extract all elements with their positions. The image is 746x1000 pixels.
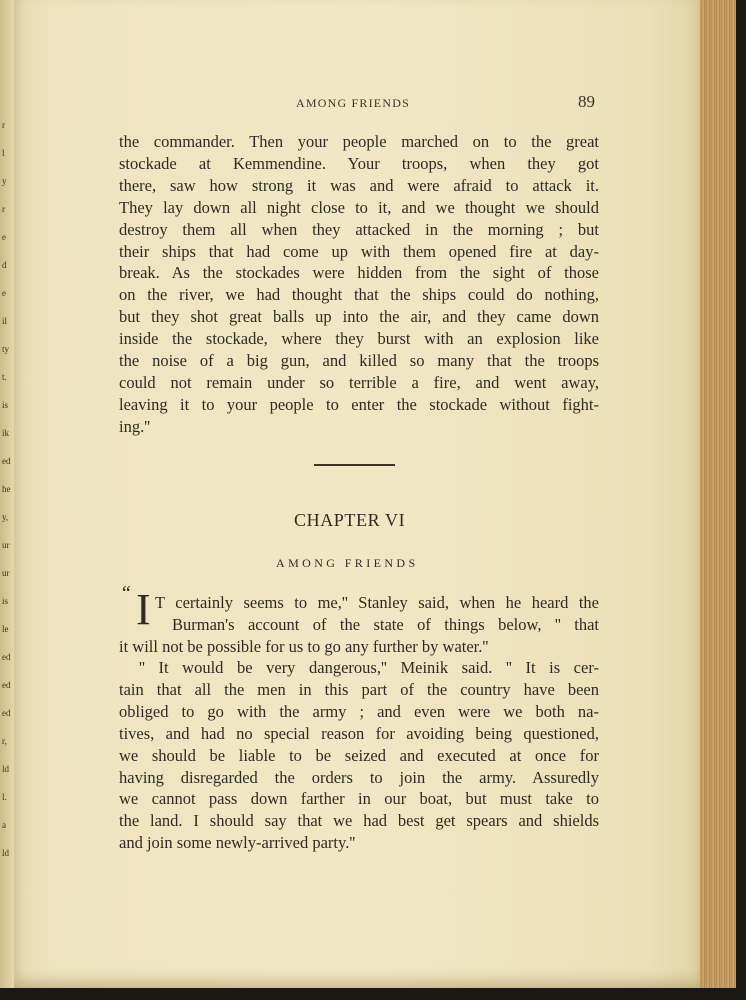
margin-fragment: ur bbox=[2, 540, 10, 550]
margin-fragment: l. bbox=[2, 792, 7, 802]
chapter-subtitle: AMONG FRIENDS bbox=[276, 556, 419, 570]
text-line: we cannot pass down farther in our boat, but must take to bbox=[119, 789, 599, 809]
page-stack-edge bbox=[700, 0, 740, 990]
margin-fragment: d bbox=[2, 260, 7, 270]
text-line: the noise of a big gun, and killed so many that the troops bbox=[119, 351, 599, 371]
bottom-shadow bbox=[0, 988, 746, 1000]
text-line: Burman's account of the state of things below, '' that bbox=[172, 614, 599, 634]
text-line: obliged to go with the army ; and even were we both na- bbox=[119, 701, 599, 721]
running-head: AMONG FRIENDS bbox=[296, 96, 410, 110]
text-line: T certainly seems to me,'' Stanley said, when he heard the bbox=[155, 593, 599, 612]
margin-fragment: a bbox=[2, 820, 6, 830]
margin-fragment: e bbox=[2, 288, 6, 298]
margin-fragment: is bbox=[2, 400, 9, 410]
margin-fragment: ty bbox=[2, 344, 10, 354]
margin-fragment: r, bbox=[2, 736, 7, 746]
text-line: could not remain under so terrible a fire, and went away, bbox=[119, 372, 599, 392]
text-line: '' It would be very dangerous,'' Meinik said. '' It is cer- bbox=[139, 658, 599, 677]
chapter-title: CHAPTER VI bbox=[294, 510, 406, 530]
margin-fragment: ed bbox=[2, 708, 11, 718]
margin-fragment: r bbox=[2, 204, 5, 214]
page-number: 89 bbox=[578, 92, 595, 111]
paragraph-continuation bbox=[119, 131, 599, 438]
text-line: stockade at Kemmendine. Your troops, when they got bbox=[119, 153, 599, 173]
margin-fragment: ed bbox=[2, 680, 11, 690]
margin-fragment: y bbox=[2, 176, 7, 186]
margin-fragment: e bbox=[2, 232, 6, 242]
margin-fragment: il bbox=[2, 316, 8, 326]
text-line: there, saw how strong it was and were afraid to attack it. bbox=[119, 175, 599, 195]
section-divider bbox=[314, 464, 395, 466]
text-line: leaving it to your people to enter the stockade without fight- bbox=[119, 394, 599, 414]
chapter-opening-paragraph bbox=[119, 592, 599, 658]
text-line: their ships that had come up with them opened fire at day- bbox=[119, 241, 599, 261]
text-line: break. As the stockades were hidden from the sight of those bbox=[119, 263, 599, 283]
text-line: inside the stockade, where they burst with an explosion like bbox=[119, 329, 599, 349]
facing-page-edge bbox=[0, 0, 14, 1000]
text-line: and join some newly-arrived party.'' bbox=[119, 833, 356, 853]
dialogue-paragraph bbox=[119, 657, 599, 854]
text-line: the commander. Then your people marched on to the great bbox=[119, 132, 599, 151]
binding-shadow bbox=[736, 0, 746, 1000]
margin-fragment: ed bbox=[2, 456, 11, 466]
margin-fragment: ed bbox=[2, 652, 11, 662]
text-line: the land. I should say that we had best get spears and shields bbox=[119, 811, 599, 831]
text-line: They lay down all night close to it, and we thought we should bbox=[119, 197, 599, 217]
text-line: we should be liable to be seized and executed at once for bbox=[119, 745, 599, 765]
margin-fragment: r bbox=[2, 120, 5, 130]
margin-fragment: y, bbox=[2, 512, 9, 522]
opening-quote-mark: “ bbox=[120, 582, 132, 604]
margin-fragment: ld bbox=[2, 848, 10, 858]
text-line: tives, and had no special reason for avoiding being questioned, bbox=[119, 723, 599, 743]
text-line: ing.'' bbox=[119, 416, 151, 436]
text-line: destroy them all when they attacked in the morning ; but bbox=[119, 219, 599, 239]
margin-fragment: ld bbox=[2, 764, 10, 774]
text-line: tain that all the men in this part of the country have been bbox=[119, 679, 599, 699]
text-line: having disregarded the orders to join the army. Assuredly bbox=[119, 767, 599, 787]
text-line: it will not be possible for us to go any further by water.'' bbox=[119, 636, 489, 656]
text-line: on the river, we had thought that the ships could do nothing, bbox=[119, 285, 599, 305]
margin-fragment: le bbox=[2, 624, 9, 634]
text-line: but they shot great balls up into the air, and they came down bbox=[119, 307, 599, 327]
margin-fragment: l bbox=[2, 148, 5, 158]
margin-fragment: ur bbox=[2, 568, 10, 578]
margin-fragment: ik bbox=[2, 428, 10, 438]
margin-fragment: he bbox=[2, 484, 11, 494]
margin-fragment: is bbox=[2, 596, 9, 606]
margin-fragment: t. bbox=[2, 372, 7, 382]
drop-cap: I bbox=[136, 585, 151, 634]
